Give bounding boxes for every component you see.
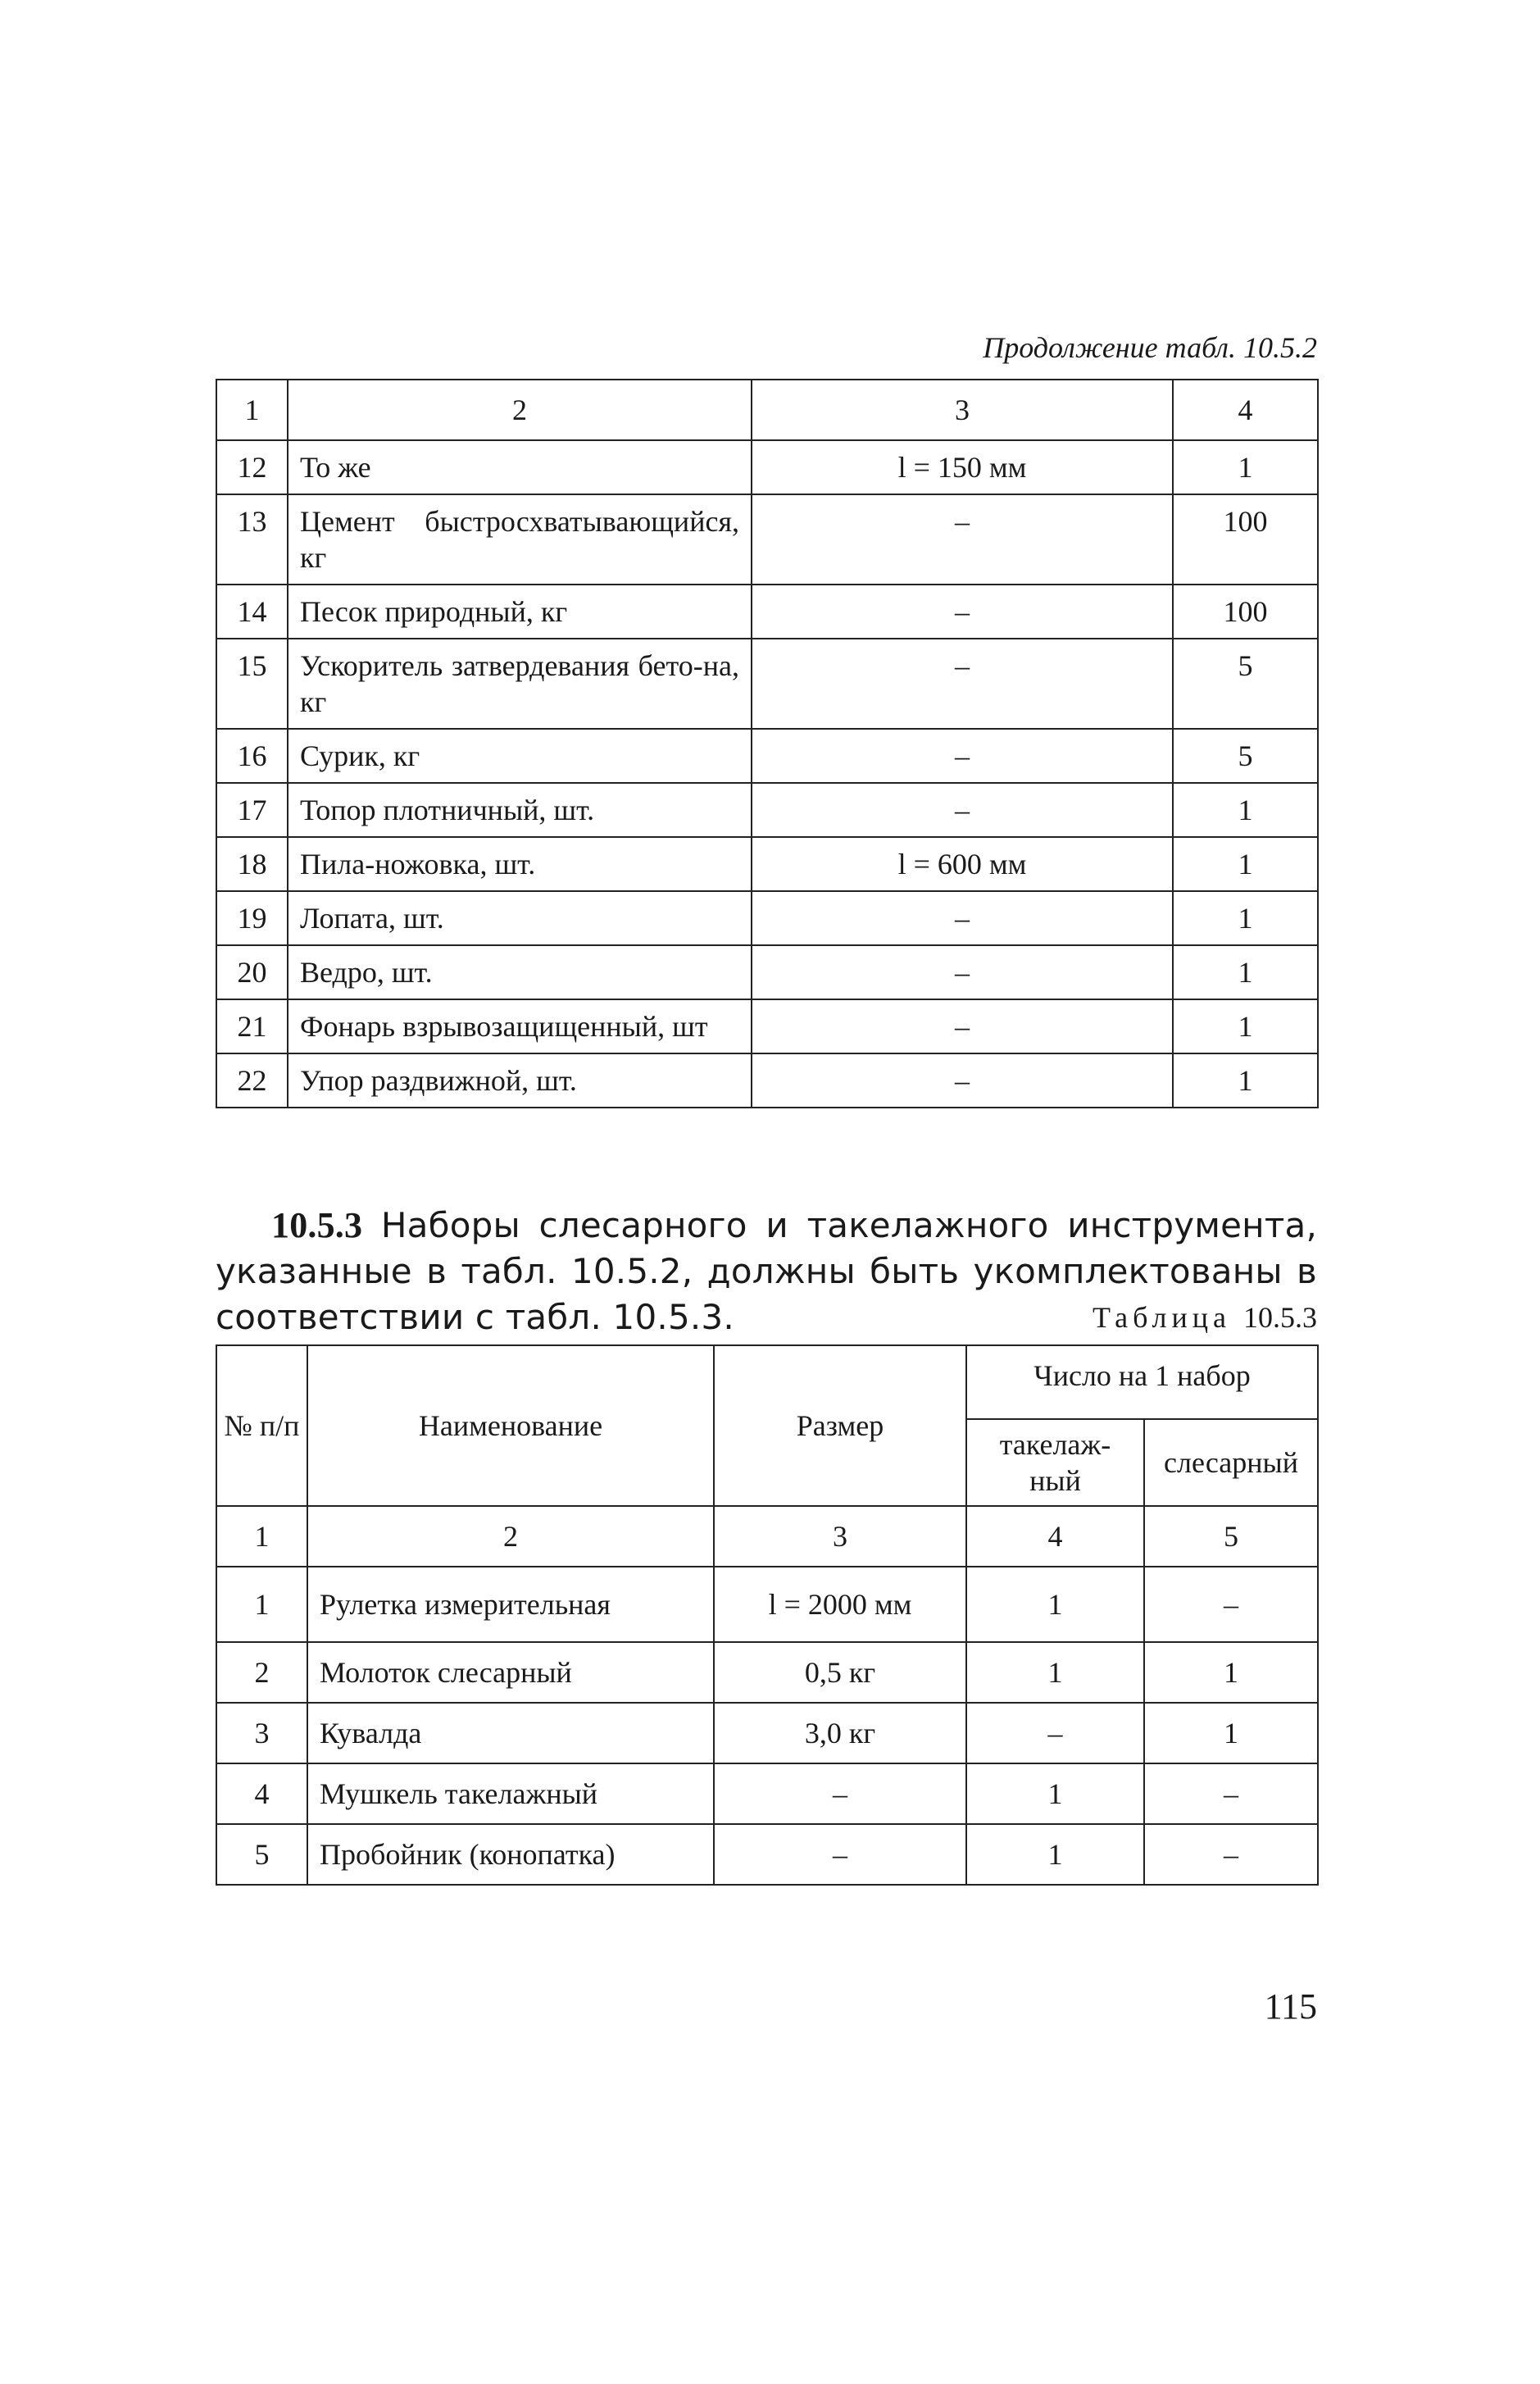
item-name: Рулетка измерительная <box>307 1567 714 1642</box>
row-number: 19 <box>216 891 288 945</box>
row-number: 4 <box>216 1763 307 1824</box>
table-header-row <box>216 380 1318 440</box>
table-row <box>216 837 1318 891</box>
item-quantity: 5 <box>1173 639 1318 729</box>
table-row <box>216 440 1318 494</box>
table-10-5-3 <box>216 1344 1319 1886</box>
item-size: – <box>752 639 1173 729</box>
row-number: 20 <box>216 945 288 999</box>
row-number: 22 <box>216 1053 288 1108</box>
rigging-quantity: 1 <box>966 1824 1144 1885</box>
row-number: 3 <box>216 1703 307 1763</box>
item-name: Сурик, кг <box>288 729 752 783</box>
row-number: 16 <box>216 729 288 783</box>
item-size: – <box>752 1053 1173 1108</box>
column-number: 4 <box>966 1506 1144 1567</box>
column-number: 1 <box>216 380 288 440</box>
item-quantity: 100 <box>1173 494 1318 585</box>
item-size: – <box>752 891 1173 945</box>
locksmith-quantity: 1 <box>1144 1642 1318 1703</box>
table-label <box>1093 1299 1317 1335</box>
locksmith-quantity: – <box>1144 1824 1318 1885</box>
item-quantity: 100 <box>1173 585 1318 639</box>
table-row <box>216 891 1318 945</box>
item-name: Цемент быстросхватывающийся, кг <box>288 494 752 585</box>
rigging-quantity: 1 <box>966 1642 1144 1703</box>
table-row <box>216 1824 1318 1885</box>
column-number: 1 <box>216 1506 307 1567</box>
item-size: l = 2000 мм <box>714 1567 966 1642</box>
item-name: Ведро, шт. <box>288 945 752 999</box>
item-name: Топор плотничный, шт. <box>288 783 752 837</box>
clause-text: Наборы слесарного и такелажного инструмента, указанные в табл. 10.5.2, должны быть укомплектованы в соответствии с табл. 10.5.3. <box>216 1205 1317 1337</box>
row-number: 17 <box>216 783 288 837</box>
item-quantity: 1 <box>1173 440 1318 494</box>
table-row <box>216 1567 1318 1642</box>
item-name: Кувалда <box>307 1703 714 1763</box>
item-quantity: 1 <box>1173 891 1318 945</box>
column-number: 2 <box>307 1506 714 1567</box>
row-number: 15 <box>216 639 288 729</box>
item-size: – <box>752 999 1173 1053</box>
item-size: – <box>752 494 1173 585</box>
item-name: Песок природный, кг <box>288 585 752 639</box>
header-rigging: такелаж-ный <box>966 1419 1144 1506</box>
table-row <box>216 585 1318 639</box>
column-number: 5 <box>1144 1506 1318 1567</box>
table-row <box>216 783 1318 837</box>
item-quantity: 1 <box>1173 837 1318 891</box>
table-row <box>216 639 1318 729</box>
header-size: Размер <box>714 1345 966 1506</box>
rigging-quantity: 1 <box>966 1763 1144 1824</box>
table-label-word: Таблица <box>1093 1301 1231 1334</box>
column-number: 4 <box>1173 380 1318 440</box>
table-row <box>216 945 1318 999</box>
item-name: Пробойник (конопатка) <box>307 1824 714 1885</box>
row-number: 14 <box>216 585 288 639</box>
page-number: 115 <box>1264 1986 1317 2027</box>
row-number: 21 <box>216 999 288 1053</box>
item-size: 3,0 кг <box>714 1703 966 1763</box>
item-name: Пила-ножовка, шт. <box>288 837 752 891</box>
row-number: 12 <box>216 440 288 494</box>
item-name: Лопата, шт. <box>288 891 752 945</box>
row-number: 2 <box>216 1642 307 1703</box>
table-header-row <box>216 1345 1318 1419</box>
header-name: Наименование <box>307 1345 714 1506</box>
header-locksmith: слесарный <box>1144 1419 1318 1506</box>
column-number: 3 <box>714 1506 966 1567</box>
locksmith-quantity: – <box>1144 1567 1318 1642</box>
item-quantity: 1 <box>1173 999 1318 1053</box>
rigging-quantity: – <box>966 1703 1144 1763</box>
item-name: Ускоритель затвердевания бето-на, кг <box>288 639 752 729</box>
header-number: № п/п <box>216 1345 307 1506</box>
table-row <box>216 1703 1318 1763</box>
table-label-number: 10.5.3 <box>1243 1301 1317 1334</box>
item-size: – <box>752 729 1173 783</box>
table-row <box>216 729 1318 783</box>
locksmith-quantity: 1 <box>1144 1703 1318 1763</box>
row-number: 18 <box>216 837 288 891</box>
locksmith-quantity: – <box>1144 1763 1318 1824</box>
item-name: Молоток слесарный <box>307 1642 714 1703</box>
item-name: То же <box>288 440 752 494</box>
table-row <box>216 1642 1318 1703</box>
row-number: 1 <box>216 1567 307 1642</box>
table-row <box>216 1763 1318 1824</box>
item-size: – <box>752 783 1173 837</box>
item-quantity: 1 <box>1173 945 1318 999</box>
item-name: Фонарь взрывозащищенный, шт <box>288 999 752 1053</box>
item-size: 0,5 кг <box>714 1642 966 1703</box>
item-quantity: 5 <box>1173 729 1318 783</box>
item-size: l = 150 мм <box>752 440 1173 494</box>
table-row <box>216 1053 1318 1108</box>
table-10-5-2-continuation <box>216 379 1319 1108</box>
column-number: 2 <box>288 380 752 440</box>
column-number: 3 <box>752 380 1173 440</box>
continuation-caption: Продолжение табл. 10.5.2 <box>983 331 1317 364</box>
clause-number: 10.5.3 <box>271 1205 363 1245</box>
row-number: 5 <box>216 1824 307 1885</box>
item-size: – <box>714 1824 966 1885</box>
table-row <box>216 494 1318 585</box>
header-count-group: Число на 1 набор <box>966 1345 1318 1419</box>
row-number: 13 <box>216 494 288 585</box>
item-size: l = 600 мм <box>752 837 1173 891</box>
table-row <box>216 999 1318 1053</box>
item-name: Упор раздвижной, шт. <box>288 1053 752 1108</box>
item-size: – <box>752 585 1173 639</box>
item-size: – <box>752 945 1173 999</box>
item-name: Мушкель такелажный <box>307 1763 714 1824</box>
rigging-quantity: 1 <box>966 1567 1144 1642</box>
item-quantity: 1 <box>1173 1053 1318 1108</box>
column-numbers-row <box>216 1506 1318 1567</box>
item-size: – <box>714 1763 966 1824</box>
item-quantity: 1 <box>1173 783 1318 837</box>
